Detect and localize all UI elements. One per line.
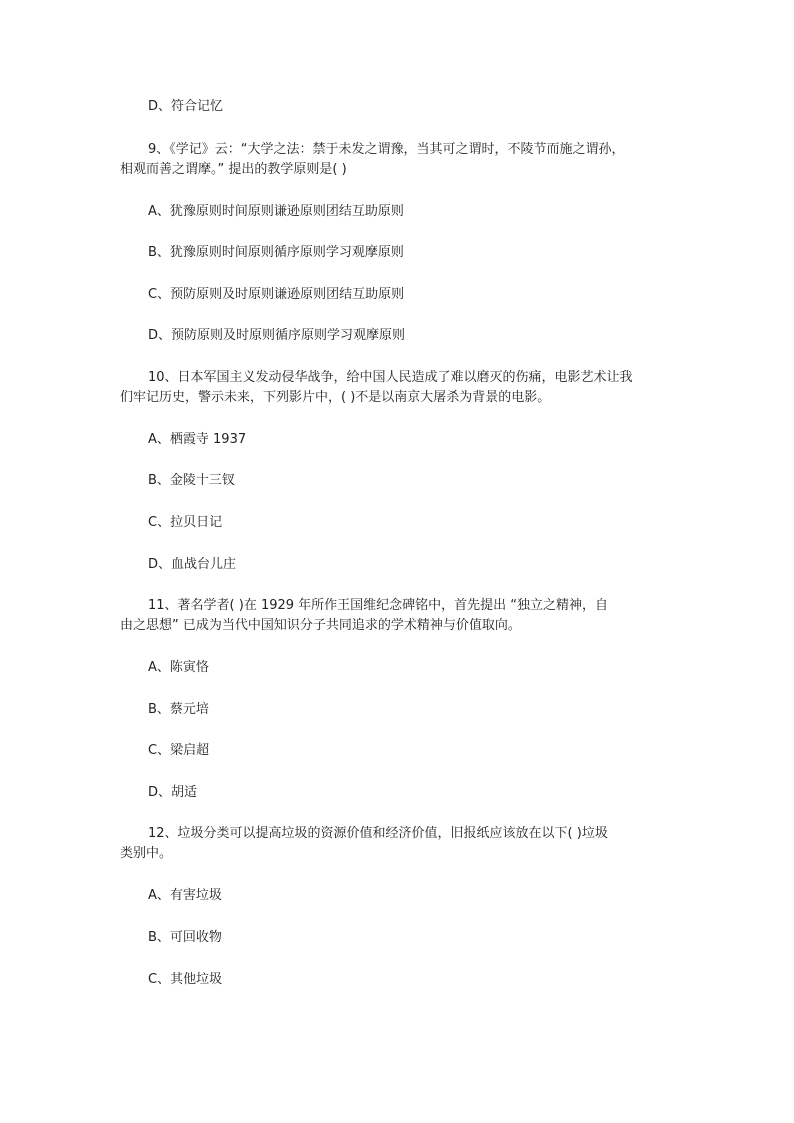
question-9-line-1: 9、《学记》云：“大学之法：禁于未发之谓豫，当其可之谓时，不陵节而施之谓孙，	[148, 142, 625, 157]
option-a-q9: A、犹豫原则时间原则谦逊原则团结互助原则	[148, 204, 404, 219]
option-d-q8: D、符合记忆	[148, 99, 224, 114]
question-11-line-1: 11、著名学者( )在 1929 年所作王国维纪念碑铭中，首先提出 “独立之精神，自	[148, 598, 609, 613]
option-a-q10: A、栖霞寺 1937	[148, 432, 247, 447]
question-10-line-1: 10、日本军国主义发动侵华战争，给中国人民造成了难以磨灭的伤痛，电影艺术让我	[148, 370, 633, 385]
option-b-q9: B、犹豫原则时间原则循序原则学习观摩原则	[148, 245, 404, 260]
option-c-q10: C、拉贝日记	[148, 515, 223, 530]
question-12-line-1: 12、垃圾分类可以提高垃圾的资源价值和经济价值，旧报纸应该放在以下( )垃圾	[148, 826, 608, 841]
option-d-q10: D、血战台儿庄	[148, 557, 237, 572]
option-c-q12: C、其他垃圾	[148, 972, 223, 987]
option-b-q12: B、可回收物	[148, 930, 222, 945]
option-c-q9: C、预防原则及时原则谦逊原则团结互助原则	[148, 287, 405, 302]
option-d-q11: D、胡适	[148, 785, 198, 800]
option-a-q11: A、陈寅恪	[148, 660, 209, 675]
question-9-line-2: 相观而善之谓摩。” 提出的教学原则是( )	[120, 162, 347, 177]
option-b-q10: B、金陵十三钗	[148, 473, 235, 488]
option-b-q11: B、蔡元培	[148, 702, 209, 717]
question-12-line-2: 类别中。	[120, 846, 173, 861]
option-d-q9: D、预防原则及时原则循序原则学习观摩原则	[148, 328, 406, 343]
option-a-q12: A、有害垃圾	[148, 888, 222, 903]
question-11-line-2: 由之思想” 已成为当代中国知识分子共同追求的学术精神与价值取向。	[120, 618, 521, 633]
option-c-q11: C、梁启超	[148, 743, 210, 758]
question-10-line-2: 们牢记历史，警示未来，下列影片中，( )不是以南京大屠杀为背景的电影。	[120, 390, 551, 405]
